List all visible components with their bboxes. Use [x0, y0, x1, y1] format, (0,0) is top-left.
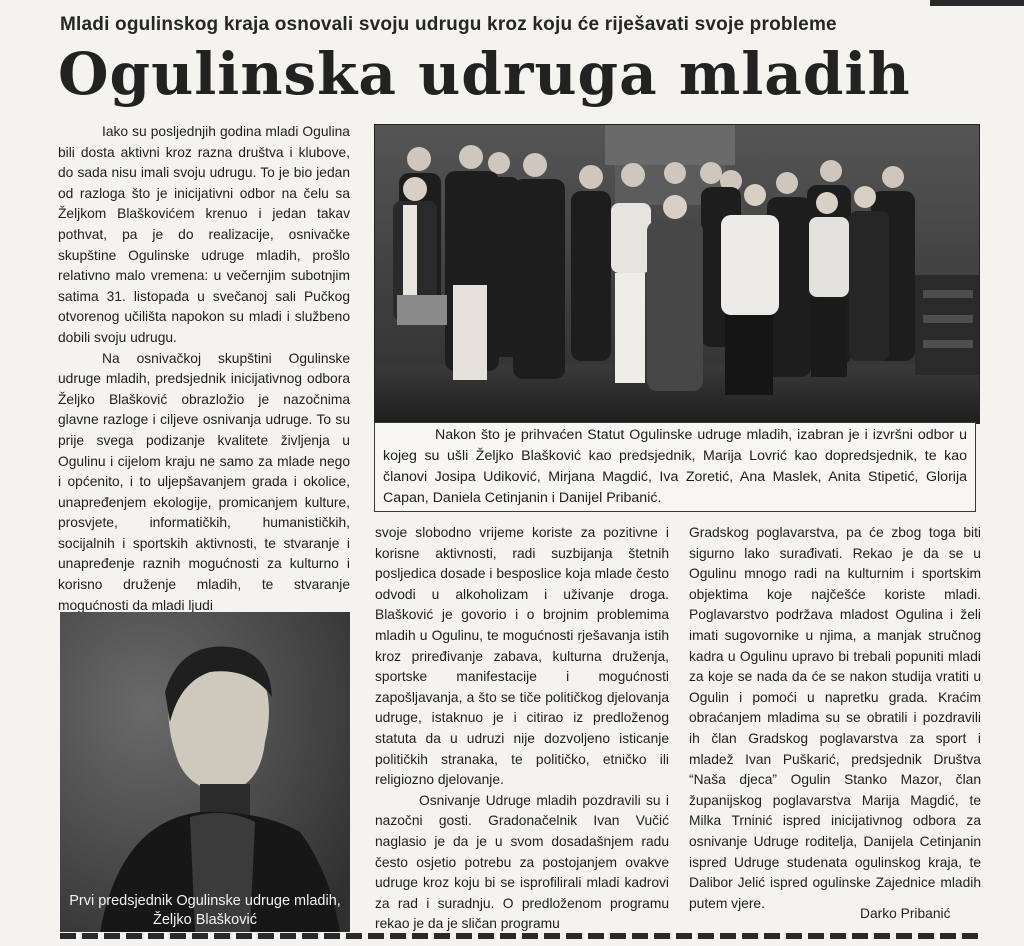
article-column-3: [689, 523, 981, 933]
portrait-caption: Prvi predsjednik Ogulinske udruge mladih, Željko Blašković: [69, 893, 341, 928]
bottom-dashed-rule: [60, 933, 980, 939]
paragraph: Iako su posljednjih godina mladi Ogulina bili dosta aktivni kroz razna društva i klubove, do sada nisu imali svoju udrugu. To je bio jedan od razloga što je inicijativni odbor na čelu sa Željkom Blaškovićem krenuo i jedan takav pothvat, pa je do realizacije, osnivačke skupštine Ogulinske udruge mladih, prošlo relativno malo vremena: u večernjim subotnjim satima 31. listopada u svečanoj sali Pučkog otvorenog učilišta napokon su mladi i službeno dobili svoju udrugu.: [58, 124, 350, 345]
paragraph: Gradskog poglavarstva, pa će zbog toga biti sigurno lako surađivati. Rekao je da se u Ogulinu mnogo radi na kulturnim i sportskim objektima koje najčešće koriste mladi. Poglavarstvo podržava mladost Ogulina i želi imati sugovornike u njima, a manjak stručnog kadra u Ogulinu upravo bi trebali popuniti mladi za koje se nada da će se nakon studija vratiti u Ogulin i pomoći u napretku grada. Kraćim obraćanjem mladima su se obratili i pozdravili ih član Gradskog poglavarstva za sport i mladež Ivan Puškarić, predsjednik Društva “Naša djeca” Ogulin Stanko Mazor, član županijskog poglavarstva Marija Magdić, te Milka Trninić ispred inicijativnog odbora za osnivanje Udruge roditelja, Danijela Cetinjanin ispred Udruge studenata ogulinskog kraja, te Dalibor Jelić ispred ogulinske Zajednice mladih putem vjere.: [689, 525, 981, 911]
author-signature: Darko Pribanić: [860, 906, 951, 921]
paragraph: svoje slobodno vrijeme koriste za pozitivne i korisne aktivnosti, radi suzbijanja štetnih posljedica dosade i besposlice koja mlade često odvodi u alkoholizam i uživanje droga. Blašković je govorio i o brojnim problemima mladih u Ogulinu, te mogućnosti rješavanja istih kroz priređivanje zabava, kulturna druženja, sportske manifestacije i mogućnosti zapošljavanja, a što se tiče političkog djelovanja udruge, istaknuo je i citirao iz predloženog statuta da u udruzi nije dozvoljeno isticanje političkih stranaka, te političko, etničko ili religiozno djelovanje.: [375, 525, 669, 788]
corner-bar: [930, 0, 1024, 6]
article-column-1: [58, 122, 350, 612]
paragraph: Na osnivačkoj skupštini Ogulinske udruge mladih, predsjednik inicijativnog odbora Željko Blašković obrazložio je nazočnima glavne razloge i ciljeve osnivanja udruge. To su prije svega podizanje kvalitete življenja u Ogulinu i cijelom kraju ne samo za mlade nego i općenito, i to uljepšavanjem grada i okolice, unapređenjem ekologije, promicanjem kulture, prosvjete, informatičkih, humanističkih, socijalnih i sportskih aktivnosti, te stvaranje i unapređenje raznih mogućnosti za kulturno i korisno druženje mladih, te stvaranje mogućnosti da mladi ljudi: [58, 350, 350, 612]
caption-text: Nakon što je prihvaćen Statut Ogulinske udruge mladih, izabran je i izvršni odbor u kojeg su ušli Željko Blašković kao predsjednik, Marija Lovrić kao dopredsjednik, te kao članovi Josipa Udiković, Mirjana Magdić, Iva Zoretić, Ana Maslek, Anita Stipetić, Glorija Capan, Daniela Cetinjanin i Danijel Pribanić.: [383, 427, 967, 506]
article-title: Ogulinska udruga mladih: [58, 40, 911, 108]
article-kicker: Mladi ogulinskog kraja osnovali svoju udrugu kroz koju će riješavati svoje probleme: [60, 14, 837, 35]
paragraph: Osnivanje Udruge mladih pozdravili su i nazočni gosti. Gradonačelnik Ivan Vučić naglasio je da je u svom dosadašnjem radu često osjetio potrebu za postojanjem ovakve udruge kroz koju bi se isprofilirali mladi kadrovi za rad i suradnju. O predloženom programu rekao je da je sličan programu: [375, 792, 669, 932]
group-photo-caption: [374, 422, 976, 512]
article-column-2: [375, 523, 669, 933]
group-photo: [374, 124, 980, 424]
portrait-photo: [60, 612, 350, 932]
